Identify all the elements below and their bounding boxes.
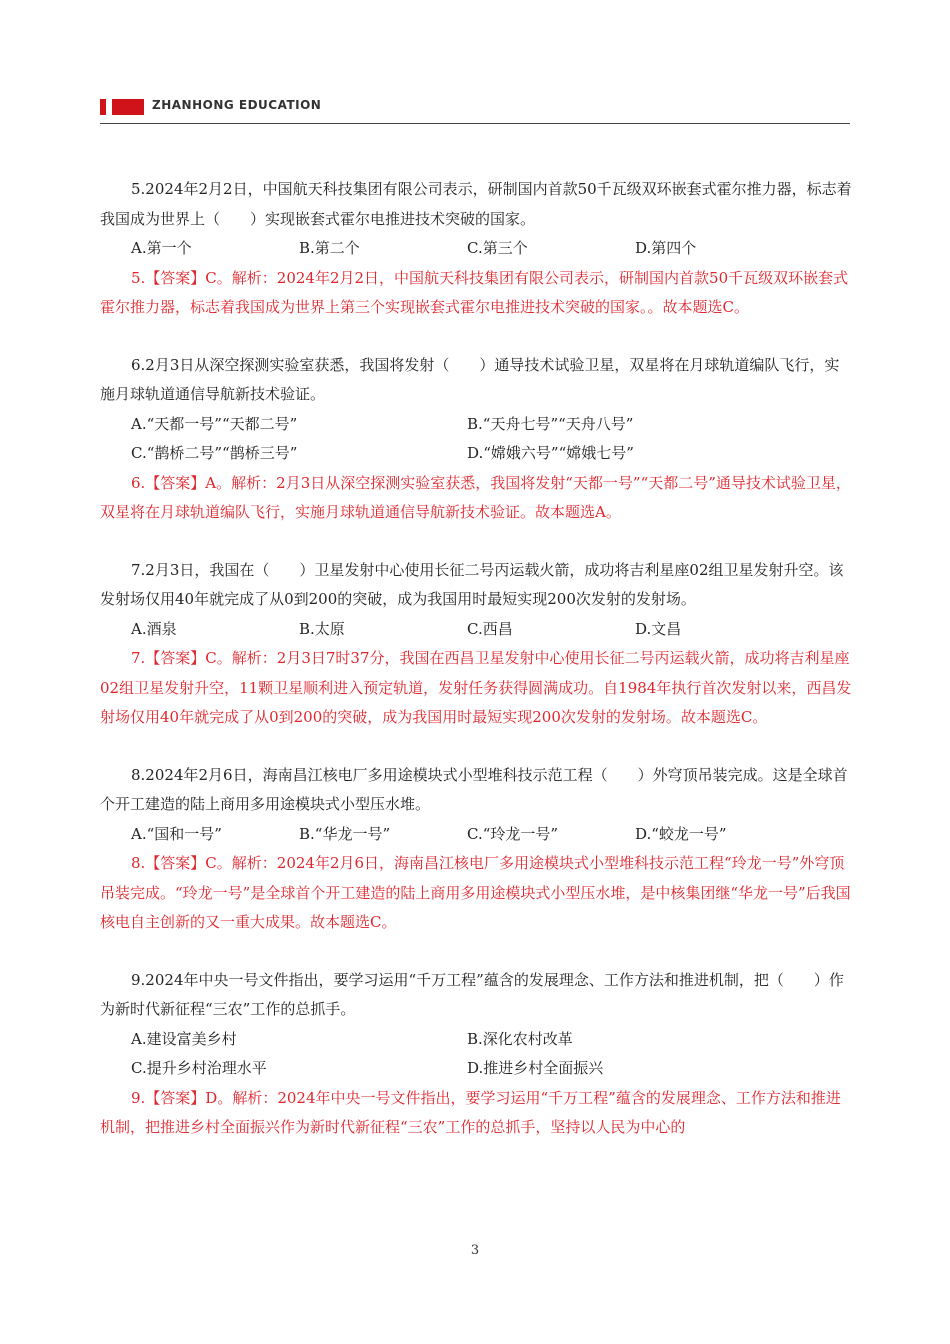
answer-explanation: 5.【答案】C。解析：2024年2月2日，中国航天科技集团有限公司表示，研制国内首款50千瓦级双环嵌套式霍尔推力器，标志着我国成为世界上第三个实现嵌套式霍尔电推进技术突破的国家。。故本题选C。 xyxy=(100,268,849,316)
answer-explanation: 6.【答案】A。解析：2月3日从深空探测实验室获悉，我国将发射“天都一号”“天都二号”通导技术试验卫星，双星将在月球轨道编队飞行，实施月球轨道通信导航新技术验证。故本题选A。 xyxy=(100,473,851,521)
question-6 xyxy=(100,351,852,528)
option-a: A.建设富美乡村 xyxy=(131,1029,237,1048)
option-b: B.“天舟七号”“天舟八号” xyxy=(467,414,634,433)
options xyxy=(100,1054,852,1084)
brand-logo-icon xyxy=(100,99,144,115)
question-list xyxy=(100,175,852,1171)
option-b: B.“华龙一号” xyxy=(299,824,391,843)
question-9 xyxy=(100,966,852,1143)
page-number: 3 xyxy=(470,1243,480,1258)
option-c: C.第三个 xyxy=(467,239,528,257)
options xyxy=(100,615,852,645)
option-c: C.西昌 xyxy=(467,619,513,638)
option-d: D.推进乡村全面振兴 xyxy=(467,1059,604,1077)
options xyxy=(100,410,852,440)
option-a: A.第一个 xyxy=(131,239,192,257)
options xyxy=(100,1025,852,1055)
options xyxy=(100,820,852,850)
option-a: A.“天都一号”“天都二号” xyxy=(131,414,298,433)
option-b: B.第二个 xyxy=(299,239,360,257)
option-a: A.“国和一号” xyxy=(131,824,222,843)
question-stem: 9.2024年中央一号文件指出，要学习运用“千万工程”蕴含的发展理念、工作方法和推进机制，把（ ）作为新时代新征程“三农”工作的总抓手。 xyxy=(100,970,844,1018)
question-7 xyxy=(100,556,852,733)
question-stem: 8.2024年2月6日，海南昌江核电厂多用途模块式小型堆科技示范工程（ ）外穹顶吊装完成。这是全球首个开工建造的陆上商用多用途模块式小型压水堆。 xyxy=(100,765,848,813)
question-stem: 6.2月3日从深空探测实验室获悉，我国将发射（ ）通导技术试验卫星，双星将在月球轨道编队飞行，实施月球轨道通信导航新技术验证。 xyxy=(100,355,840,403)
option-b: B.太原 xyxy=(299,619,345,638)
header-divider xyxy=(100,123,850,124)
option-c: C.提升乡村治理水平 xyxy=(131,1059,267,1077)
question-8 xyxy=(100,761,852,938)
brand-name: ZHANHONG EDUCATION xyxy=(152,98,322,112)
option-b: B.深化农村改革 xyxy=(467,1029,573,1048)
options xyxy=(100,234,852,264)
option-a: A.酒泉 xyxy=(131,619,177,638)
question-5 xyxy=(100,175,852,323)
option-d: D.“蛟龙一号” xyxy=(635,824,727,843)
option-d: D.文昌 xyxy=(635,619,682,638)
question-stem: 5.2024年2月2日，中国航天科技集团有限公司表示，研制国内首款50千瓦级双环嵌套式霍尔推力器，标志着我国成为世界上（ ）实现嵌套式霍尔电推进技术突破的国家。 xyxy=(100,180,852,228)
options xyxy=(100,439,852,469)
question-stem: 7.2月3日，我国在（ ）卫星发射中心使用长征二号丙运载火箭，成功将吉利星座02组卫星发射升空。该发射场仅用40年就完成了从0到200的突破，成为我国用时最短实现200次发射的发射场。 xyxy=(100,560,844,608)
option-c: C.“玲龙一号” xyxy=(467,824,559,843)
option-c: C.“鹊桥二号”“鹊桥三号” xyxy=(131,444,298,462)
option-d: D.“嫦娥六号”“嫦娥七号” xyxy=(467,444,634,462)
answer-explanation: 7.【答案】C。解析：2月3日7时37分，我国在西昌卫星发射中心使用长征二号丙运载火箭，成功将吉利星座02组卫星发射升空，11颗卫星顺利进入预定轨道，发射任务获得圆满成功。自1984年执行首次发射以来，西昌发射场仅用40年就完成了从0到200的突破，成为我国用时最短实现200次发射的发射场。故本题选C。 xyxy=(100,649,852,726)
option-d: D.第四个 xyxy=(635,239,697,257)
answer-explanation: 8.【答案】C。解析：2024年2月6日，海南昌江核电厂多用途模块式小型堆科技示范工程“玲龙一号”外穹顶吊装完成。“玲龙一号”是全球首个开工建造的陆上商用多用途模块式小型压水堆，是中核集团继“华龙一号”后我国核电自主创新的又一重大成果。故本题选C。 xyxy=(100,854,851,931)
answer-explanation: 9.【答案】D。解析：2024年中央一号文件指出，要学习运用“千万工程”蕴含的发展理念、工作方法和推进机制，把推进乡村全面振兴作为新时代新征程“三农”工作的总抓手，坚持以人民为中心的 xyxy=(100,1088,841,1136)
